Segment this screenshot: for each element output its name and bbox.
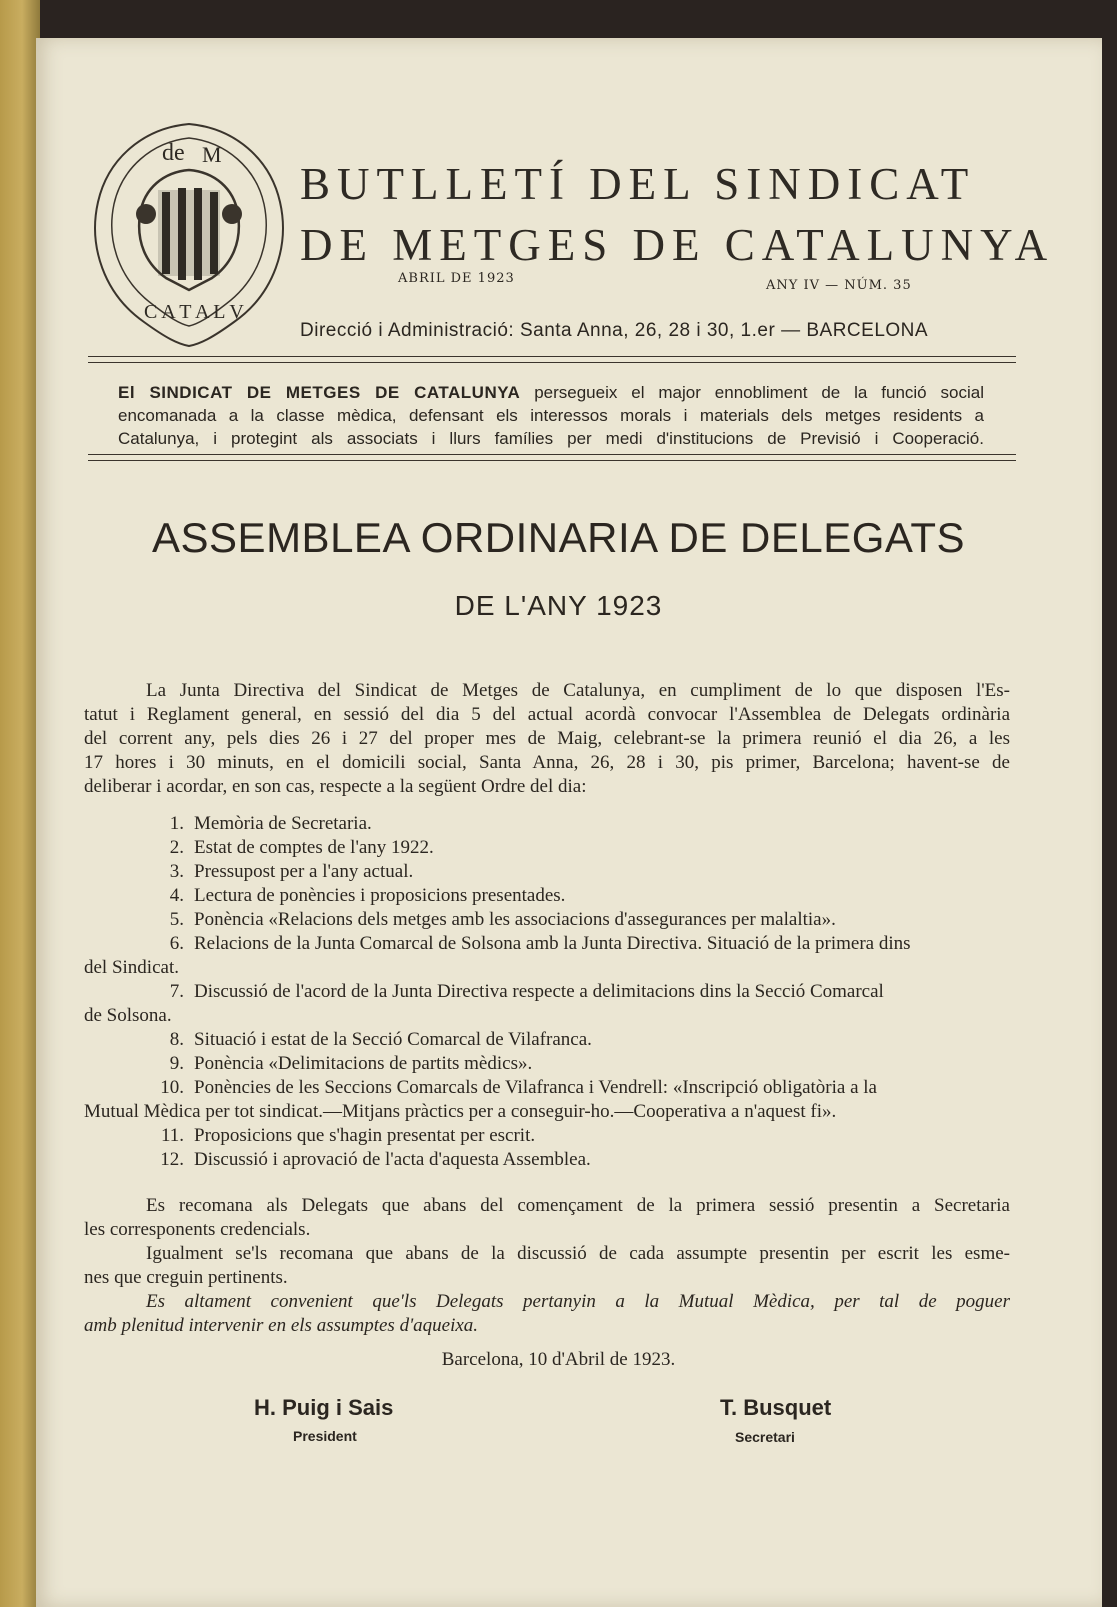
agenda-number: 10. [160,1077,184,1098]
secretary-name: T. Busquet [720,1395,832,1420]
agenda-text: Pressupost per a l'any actual. [194,861,414,882]
closing-line: Es altament convenient que'ls Delegats pertanyin a la Mutual Mèdica, per tal de poguer [146,1291,1010,1312]
mission-line3: Catalunya, i protegint als associats i llurs famílies per medi d'institucions de Previsió i Cooperació. [118,429,984,448]
agenda-item [84,908,1010,932]
agenda-number: 11. [160,1125,184,1146]
agenda-item-continuation: del Sindicat. [84,957,179,978]
closing-line: amb plenitud intervenir en els assumptes d'aqueixa. [84,1315,479,1336]
agenda-item [84,1124,1010,1148]
agenda-number: 1. [169,813,184,834]
agenda-text: Discussió i aprovació de l'acta d'aquesta Assemblea. [194,1149,591,1170]
agenda-text: Ponència «Delimitacions de partits mèdics». [194,1053,533,1074]
agenda-item [84,1028,1010,1052]
mission-bold-lead: El SINDICAT DE METGES DE CATALUNYA [118,383,521,402]
agenda-item [84,1052,1010,1076]
article-subtitle: DE L'ANY 1923 [454,590,663,621]
agenda-number: 4. [169,885,184,906]
agenda-text: Ponència «Relacions dels metges amb les associacions d'assegurances per malaltia». [194,909,836,930]
svg-text:de: de [162,140,185,166]
agenda-item [84,1148,1010,1172]
svg-text:M: M [202,142,222,167]
agenda-text: Memòria de Secretaria. [194,813,372,834]
agenda-text: Relacions de la Junta Comarcal de Solsona amb la Junta Directiva. Situació de la primera dins [194,933,911,954]
closing-paragraphs [84,1194,1010,1338]
divider-rule [88,454,1016,455]
agenda-text: Ponències de les Seccions Comarcals de Vilafranca i Vendrell: «Inscripció obligatòria a la [194,1077,877,1098]
president-name: H. Puig i Sais [254,1395,394,1420]
mission-line2: encomanada a la classe mèdica, defensant els interessos morals i materials dels metges residents a [118,406,984,425]
agenda-text: Proposicions que s'hagin presentat per escrit. [194,1125,536,1146]
agenda-list [84,812,1010,1172]
closing-line: Es recomana als Delegats que abans del començament de la primera sessió presentin a Secretaria [146,1195,1010,1216]
mission-statement [118,381,984,450]
journal-title-line1: BUTLLETÍ DEL SINDICAT [300,159,976,209]
agenda-number: 3. [169,861,184,882]
issue-number: ANY IV — NÚM. 35 [766,278,912,293]
svg-text:C A T A L V: C A T A L V [144,301,244,323]
president-role: President [293,1428,357,1444]
closing-line: nes que creguin pertinents. [84,1267,288,1288]
closing-line: les corresponents credencials. [84,1219,311,1240]
divider-rule [88,362,1016,363]
agenda-item [84,932,1010,956]
secretary-role: Secretari [735,1429,795,1445]
agenda-item [84,812,1010,836]
divider-rule [88,460,1016,461]
agenda-item [84,1076,1010,1100]
intro-line: deliberar i acordar, en son cas, respecte a la següent Ordre del dia: [84,776,587,797]
intro-line: tatut i Reglament general, en sessió del dia 5 del actual acordà convocar l'Assemblea de Delegats ordinària [84,704,1010,725]
divider-rule [88,356,1016,357]
agenda-text: Discussió de l'acord de la Junta Directiva respecte a delimitacions dins la Secció Comarcal [194,981,884,1002]
agenda-text: Estat de comptes de l'any 1922. [194,837,434,858]
journal-title-line2: DE METGES DE CATALUNYA [300,220,1055,270]
agenda-item-continuation: de Solsona. [84,1005,172,1026]
address-line: Direcció i Administració: Santa Anna, 26, 28 i 30, 1.er — BARCELONA [300,320,929,341]
agenda-number: 8. [169,1029,184,1050]
syndicate-seal-icon [84,118,294,348]
closing-line: Igualment se'ls recomana que abans de la discussió de cada assumpte presentin per escrit les esme- [146,1243,1010,1264]
agenda-number: 7. [169,981,184,1002]
agenda-item [84,884,1010,908]
agenda-number: 6. [169,933,184,954]
agenda-item [84,836,1010,860]
agenda-text: Situació i estat de la Secció Comarcal de Vilafranca. [194,1029,592,1050]
agenda-text: Lectura de ponències i proposicions presentades. [194,885,566,906]
agenda-number: 5. [169,909,184,930]
agenda-number: 2. [169,837,184,858]
intro-line: La Junta Directiva del Sindicat de Metges de Catalunya, en cumpliment de lo que disposen l'Es- [146,680,1010,701]
intro-paragraph [84,679,1010,799]
issue-date: ABRIL DE 1923 [398,271,515,286]
article-title: ASSEMBLEA ORDINARIA DE DELEGATS [152,514,965,561]
agenda-item-continuation: Mutual Mèdica per tot sindicat.—Mitjans pràctics per a conseguir-ho.—Cooperativa a n'aquest fi». [84,1101,837,1122]
intro-line: del corrent any, pels dies 26 i 27 del proper mes de Maig, celebrant-se la primera reunió el dia 26, a les [84,728,1010,749]
agenda-item [84,980,1010,1004]
agenda-number: 9. [169,1053,184,1074]
mission-line1: persegueix el major ennobliment de la funció social [520,383,984,402]
place-and-date: Barcelona, 10 d'Abril de 1923. [441,1349,676,1370]
agenda-number: 12. [160,1149,184,1170]
intro-line: 17 hores i 30 minuts, en el domicili social, Santa Anna, 26, 28 i 30, pis primer, Barcelona; havent-se de [84,752,1010,773]
agenda-item [84,860,1010,884]
